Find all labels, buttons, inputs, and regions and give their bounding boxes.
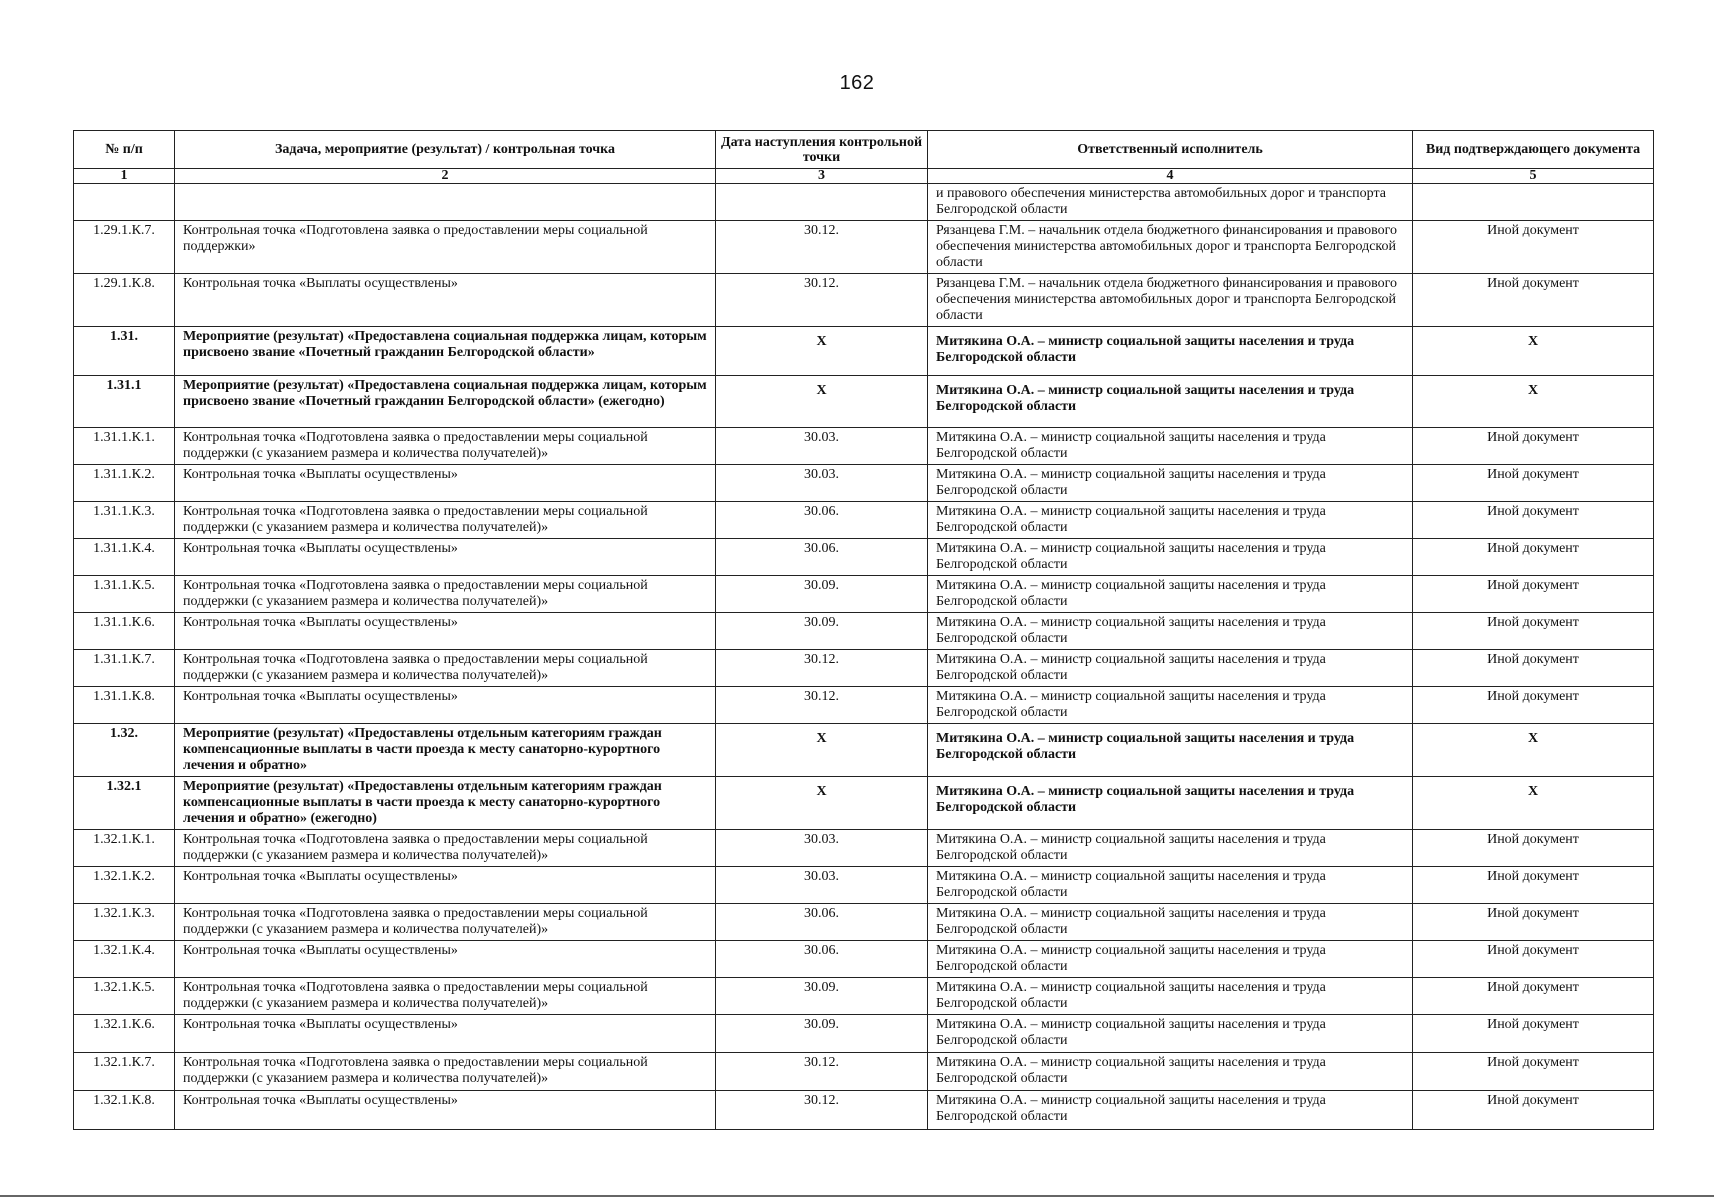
cell-num: 1.32.1.К.6. <box>74 1015 175 1053</box>
cell-doc: Х <box>1413 777 1654 830</box>
cell-doc: Иной документ <box>1413 687 1654 724</box>
cell-task: Контрольная точка «Выплаты осуществлены» <box>175 867 716 904</box>
cell-task: Мероприятие (результат) «Предоставлены отдельным категориям граждан компенсационные выплаты в части проезда к месту санаторно-курортного лечения и обратно» (ежегодно) <box>175 777 716 830</box>
cell-doc: Х <box>1413 376 1654 428</box>
cell-date: 30.12. <box>716 274 928 327</box>
cell-num: 1.32.1 <box>74 777 175 830</box>
cell-task: Контрольная точка «Подготовлена заявка о предоставлении меры социальной поддержки (с указанием размера и количества получателей)» <box>175 830 716 867</box>
cell-doc: Иной документ <box>1413 904 1654 941</box>
cell-date: Х <box>716 724 928 777</box>
cell-doc: Иной документ <box>1413 502 1654 539</box>
cell-task: Контрольная точка «Выплаты осуществлены» <box>175 1091 716 1130</box>
cell-date: 30.09. <box>716 576 928 613</box>
cell-responsible: Митякина О.А. – министр социальной защиты населения и труда Белгородской области <box>928 576 1413 613</box>
table-row <box>74 327 1654 376</box>
cell-responsible: Митякина О.А. – министр социальной защиты населения и труда Белгородской области <box>928 376 1413 428</box>
cell-task: Контрольная точка «Выплаты осуществлены» <box>175 539 716 576</box>
cell-doc <box>1413 184 1654 221</box>
table-row <box>74 941 1654 978</box>
cell-date: 30.12. <box>716 221 928 274</box>
cell-doc: Иной документ <box>1413 867 1654 904</box>
cell-task: Контрольная точка «Выплаты осуществлены» <box>175 465 716 502</box>
column-numbers-row <box>74 169 1654 184</box>
table-row <box>74 376 1654 428</box>
cell-doc: Иной документ <box>1413 428 1654 465</box>
cell-task: Контрольная точка «Выплаты осуществлены» <box>175 941 716 978</box>
cell-date: 30.12. <box>716 687 928 724</box>
table-row <box>74 274 1654 327</box>
table-header-row <box>74 131 1654 169</box>
cell-date: 30.09. <box>716 613 928 650</box>
cell-num: 1.31.1.К.2. <box>74 465 175 502</box>
cell-responsible: Митякина О.А. – министр социальной защиты населения и труда Белгородской области <box>928 1015 1413 1053</box>
table-row <box>74 1091 1654 1130</box>
cell-date <box>716 184 928 221</box>
cell-responsible: Рязанцева Г.М. – начальник отдела бюджетного финансирования и правового обеспечения министерства автомобильных дорог и транспорта Белгородской области <box>928 274 1413 327</box>
table-row <box>74 465 1654 502</box>
cell-responsible: и правового обеспечения министерства автомобильных дорог и транспорта Белгородской области <box>928 184 1413 221</box>
control-points-table <box>73 130 1654 1130</box>
cell-doc: Иной документ <box>1413 539 1654 576</box>
cell-task: Контрольная точка «Подготовлена заявка о предоставлении меры социальной поддержки (с указанием размера и количества получателей)» <box>175 1053 716 1091</box>
header-task: Задача, мероприятие (результат) / контрольная точка <box>175 131 716 169</box>
cell-num: 1.31.1.К.1. <box>74 428 175 465</box>
table-row <box>74 221 1654 274</box>
cell-responsible: Митякина О.А. – министр социальной защиты населения и труда Белгородской области <box>928 1091 1413 1130</box>
cell-responsible: Митякина О.А. – министр социальной защиты населения и труда Белгородской области <box>928 1053 1413 1091</box>
cell-num: 1.32.1.К.5. <box>74 978 175 1015</box>
table-row <box>74 867 1654 904</box>
cell-num: 1.31.1.К.3. <box>74 502 175 539</box>
cell-num: 1.31.1.К.7. <box>74 650 175 687</box>
cell-responsible: Митякина О.А. – министр социальной защиты населения и труда Белгородской области <box>928 978 1413 1015</box>
cell-date: 30.03. <box>716 428 928 465</box>
cell-doc: Иной документ <box>1413 978 1654 1015</box>
cell-task: Контрольная точка «Выплаты осуществлены» <box>175 274 716 327</box>
cell-task: Контрольная точка «Подготовлена заявка о предоставлении меры социальной поддержки (с указанием размера и количества получателей)» <box>175 978 716 1015</box>
header-responsible: Ответственный исполнитель <box>928 131 1413 169</box>
table-row <box>74 978 1654 1015</box>
cell-date: 30.06. <box>716 904 928 941</box>
cell-doc: Иной документ <box>1413 1091 1654 1130</box>
cell-date: 30.06. <box>716 941 928 978</box>
table-row <box>74 777 1654 830</box>
cell-responsible: Митякина О.А. – министр социальной защиты населения и труда Белгородской области <box>928 867 1413 904</box>
table-row <box>74 1053 1654 1091</box>
cell-date: 30.12. <box>716 650 928 687</box>
cell-doc: Иной документ <box>1413 613 1654 650</box>
cell-date: 30.12. <box>716 1053 928 1091</box>
table-row <box>74 687 1654 724</box>
cell-task: Контрольная точка «Выплаты осуществлены» <box>175 687 716 724</box>
cell-num: 1.32.1.К.3. <box>74 904 175 941</box>
cell-date: 30.03. <box>716 867 928 904</box>
cell-task: Контрольная точка «Подготовлена заявка о предоставлении меры социальной поддержки (с указанием размера и количества получателей)» <box>175 904 716 941</box>
cell-num: 1.31. <box>74 327 175 376</box>
table-row <box>74 1015 1654 1053</box>
table-row <box>74 539 1654 576</box>
cell-num: 1.32.1.К.8. <box>74 1091 175 1130</box>
cell-task: Контрольная точка «Подготовлена заявка о предоставлении меры социальной поддержки» <box>175 221 716 274</box>
cell-date: 30.12. <box>716 1091 928 1130</box>
cell-responsible: Митякина О.А. – министр социальной защиты населения и труда Белгородской области <box>928 830 1413 867</box>
header-num: № п/п <box>74 131 175 169</box>
table-row <box>74 830 1654 867</box>
header-date: Дата наступления контрольной точки <box>716 131 928 169</box>
cell-responsible: Митякина О.А. – министр социальной защиты населения и труда Белгородской области <box>928 650 1413 687</box>
cell-doc: Иной документ <box>1413 941 1654 978</box>
cell-num: 1.32.1.К.1. <box>74 830 175 867</box>
table-row <box>74 724 1654 777</box>
cell-responsible: Митякина О.А. – министр социальной защиты населения и труда Белгородской области <box>928 724 1413 777</box>
cell-responsible: Митякина О.А. – министр социальной защиты населения и труда Белгородской области <box>928 613 1413 650</box>
cell-num: 1.32.1.К.4. <box>74 941 175 978</box>
cell-date: Х <box>716 327 928 376</box>
column-number: 4 <box>928 169 1413 184</box>
cell-task: Контрольная точка «Выплаты осуществлены» <box>175 613 716 650</box>
cell-task: Контрольная точка «Подготовлена заявка о предоставлении меры социальной поддержки (с указанием размера и количества получателей)» <box>175 428 716 465</box>
cell-num: 1.32. <box>74 724 175 777</box>
table-row <box>74 502 1654 539</box>
cell-doc: Иной документ <box>1413 830 1654 867</box>
cell-task: Контрольная точка «Подготовлена заявка о предоставлении меры социальной поддержки (с указанием размера и количества получателей)» <box>175 576 716 613</box>
cell-responsible: Рязанцева Г.М. – начальник отдела бюджетного финансирования и правового обеспечения министерства автомобильных дорог и транспорта Белгородской области <box>928 221 1413 274</box>
cell-task: Контрольная точка «Подготовлена заявка о предоставлении меры социальной поддержки (с указанием размера и количества получателей)» <box>175 502 716 539</box>
cell-task: Мероприятие (результат) «Предоставлены отдельным категориям граждан компенсационные выплаты в части проезда к месту санаторно-курортного лечения и обратно» <box>175 724 716 777</box>
cell-date: Х <box>716 376 928 428</box>
column-number: 2 <box>175 169 716 184</box>
table-row <box>74 576 1654 613</box>
cell-doc: Иной документ <box>1413 1015 1654 1053</box>
table-row <box>74 428 1654 465</box>
cell-task: Контрольная точка «Подготовлена заявка о предоставлении меры социальной поддержки (с указанием размера и количества получателей)» <box>175 650 716 687</box>
cell-doc: Иной документ <box>1413 650 1654 687</box>
cell-num: 1.31.1.К.4. <box>74 539 175 576</box>
cell-num: 1.32.1.К.7. <box>74 1053 175 1091</box>
cell-date: 30.09. <box>716 978 928 1015</box>
cell-num: 1.31.1.К.8. <box>74 687 175 724</box>
column-number: 5 <box>1413 169 1654 184</box>
cell-date: 30.03. <box>716 830 928 867</box>
cell-date: 30.09. <box>716 1015 928 1053</box>
cell-doc: Иной документ <box>1413 274 1654 327</box>
cell-num: 1.29.1.К.7. <box>74 221 175 274</box>
cell-task: Мероприятие (результат) «Предоставлена социальная поддержка лицам, которым присвоено звание «Почетный гражданин Белгородской области» <box>175 327 716 376</box>
scan-edge-line <box>0 1195 1714 1197</box>
cell-task <box>175 184 716 221</box>
column-number: 3 <box>716 169 928 184</box>
table-body <box>74 184 1654 1130</box>
cell-responsible: Митякина О.А. – министр социальной защиты населения и труда Белгородской области <box>928 941 1413 978</box>
cell-num: 1.31.1.К.5. <box>74 576 175 613</box>
cell-date: 30.06. <box>716 539 928 576</box>
cell-num: 1.31.1.К.6. <box>74 613 175 650</box>
cell-num <box>74 184 175 221</box>
cell-doc: Иной документ <box>1413 1053 1654 1091</box>
table-row <box>74 613 1654 650</box>
cell-doc: Х <box>1413 724 1654 777</box>
cell-doc: Иной документ <box>1413 221 1654 274</box>
cell-date: Х <box>716 777 928 830</box>
cell-task: Контрольная точка «Выплаты осуществлены» <box>175 1015 716 1053</box>
cell-num: 1.29.1.К.8. <box>74 274 175 327</box>
cell-num: 1.31.1 <box>74 376 175 428</box>
header-doc: Вид подтверждающего документа <box>1413 131 1654 169</box>
cell-date: 30.03. <box>716 465 928 502</box>
cell-doc: Иной документ <box>1413 576 1654 613</box>
cell-responsible: Митякина О.А. – министр социальной защиты населения и труда Белгородской области <box>928 465 1413 502</box>
cell-doc: Иной документ <box>1413 465 1654 502</box>
cell-responsible: Митякина О.А. – министр социальной защиты населения и труда Белгородской области <box>928 777 1413 830</box>
page-number: 162 <box>839 72 875 94</box>
table-row <box>74 904 1654 941</box>
cell-responsible: Митякина О.А. – министр социальной защиты населения и труда Белгородской области <box>928 687 1413 724</box>
cell-responsible: Митякина О.А. – министр социальной защиты населения и труда Белгородской области <box>928 904 1413 941</box>
table-row <box>74 184 1654 221</box>
cell-responsible: Митякина О.А. – министр социальной защиты населения и труда Белгородской области <box>928 428 1413 465</box>
cell-task: Мероприятие (результат) «Предоставлена социальная поддержка лицам, которым присвоено звание «Почетный гражданин Белгородской области» (ежегодно) <box>175 376 716 428</box>
cell-responsible: Митякина О.А. – министр социальной защиты населения и труда Белгородской области <box>928 502 1413 539</box>
cell-responsible: Митякина О.А. – министр социальной защиты населения и труда Белгородской области <box>928 539 1413 576</box>
cell-doc: Х <box>1413 327 1654 376</box>
cell-num: 1.32.1.К.2. <box>74 867 175 904</box>
cell-date: 30.06. <box>716 502 928 539</box>
column-number: 1 <box>74 169 175 184</box>
cell-responsible: Митякина О.А. – министр социальной защиты населения и труда Белгородской области <box>928 327 1413 376</box>
table-row <box>74 650 1654 687</box>
